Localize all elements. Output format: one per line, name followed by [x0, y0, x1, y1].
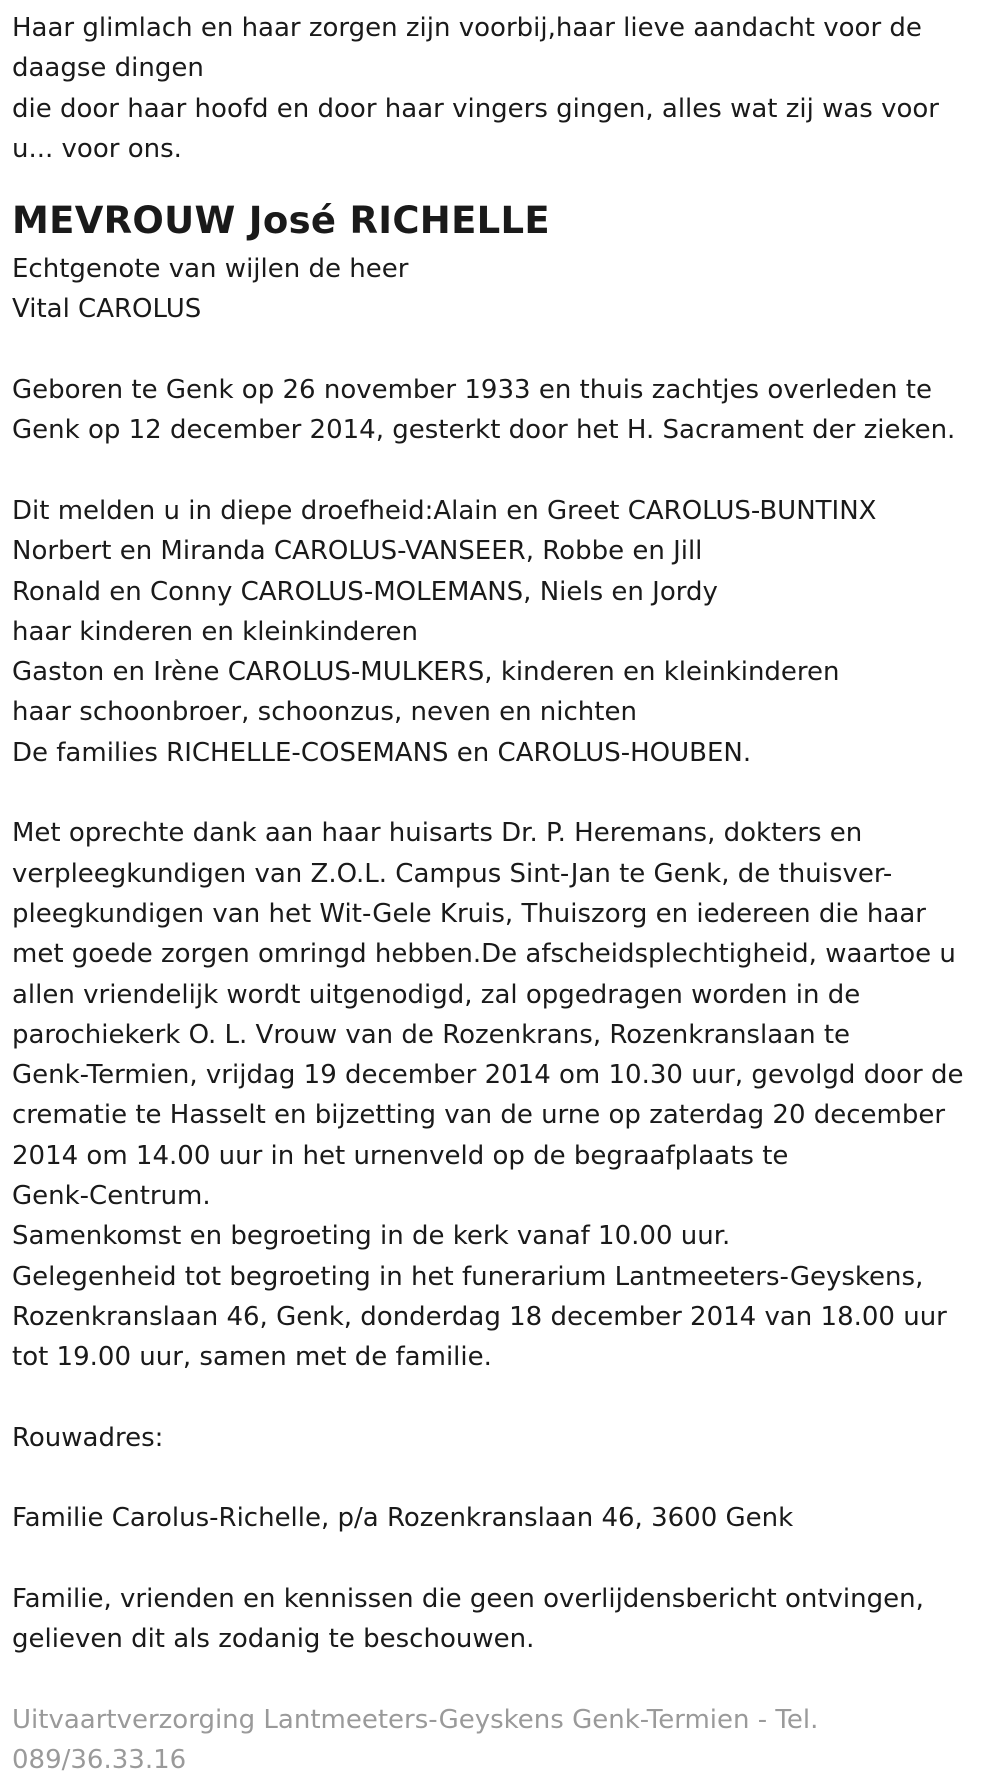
ceremony-line: 2014 om 14.00 uur in het urnenveld op de begraafplaats te [12, 1140, 789, 1171]
spouse-line: Echtgenote van wijlen de heer [12, 254, 409, 285]
ceremony-line: met goede zorgen omringd hebben.De afscheidsplechtigheid, waartoe u [12, 939, 956, 970]
family-line: haar kinderen en kleinkinderen [12, 616, 418, 647]
ceremony-line: Samenkomst en begroeting in de kerk vanaf 10.00 uur. [12, 1221, 731, 1252]
ceremony-line: pleegkundigen van het Wit-Gele Kruis, Thuiszorg en iedereen die haar [12, 898, 926, 929]
birth-death-line: Genk op 12 december 2014, gesterkt door het H. Sacrament der zieken. [12, 415, 956, 446]
address-label [12, 1418, 988, 1458]
family-line: Ronald en Conny CAROLUS-MOLEMANS, Niels en Jordy [12, 576, 718, 607]
intro-poem [12, 8, 988, 169]
ceremony-line: Gelegenheid tot begroeting in het funerarium Lantmeeters-Geyskens, [12, 1261, 924, 1292]
birth-death-line: Geboren te Genk op 26 november 1933 en thuis zachtjes overleden te [12, 375, 932, 406]
address-label-text: Rouwadres: [12, 1422, 164, 1453]
footer-line: Uitvaartverzorging Lantmeeters-Geyskens Genk-Termien - Tel. [12, 1704, 819, 1735]
family-line: Gaston en Irène CAROLUS-MULKERS, kinderen en kleinkinderen [12, 657, 840, 688]
address-value [12, 1498, 988, 1538]
spacer [12, 451, 988, 491]
ceremony-line: Rozenkranslaan 46, Genk, donderdag 18 december 2014 van 18.00 uur [12, 1301, 947, 1332]
ceremony-line: allen vriendelijk wordt uitgenodigd, zal opgedragen worden in de [12, 979, 861, 1010]
spacer [12, 330, 988, 370]
intro-line: die door haar hoofd en door haar vingers gingen, alles wat zij was voor [12, 93, 939, 124]
spacer [12, 1660, 988, 1700]
ceremony-line: Genk-Termien, vrijdag 19 december 2014 om 10.30 uur, gevolgd door de [12, 1060, 964, 1091]
address-value-text: Familie Carolus-Richelle, p/a Rozenkranslaan 46, 3600 Genk [12, 1503, 794, 1534]
ceremony-line: verpleegkundigen van Z.O.L. Campus Sint-Jan te Genk, de thuisver- [12, 858, 893, 889]
ceremony-line: Met oprechte dank aan haar huisarts Dr. P. Heremans, dokters en [12, 818, 863, 849]
notice-line: Familie, vrienden en kennissen die geen overlijdensbericht ontvingen, [12, 1583, 924, 1614]
ceremony-line: tot 19.00 uur, samen met de familie. [12, 1342, 492, 1373]
notice [12, 1579, 988, 1660]
spacer [12, 1458, 988, 1498]
spacer [12, 773, 988, 813]
deceased-name: MEVROUW José RICHELLE [12, 199, 550, 243]
spouse-info [12, 249, 988, 330]
intro-line: daagse dingen [12, 53, 204, 84]
family-line: Norbert en Miranda CAROLUS-VANSEER, Robbe en Jill [12, 536, 703, 567]
ceremony-line: crematie te Hasselt en bijzetting van de urne op zaterdag 20 december [12, 1100, 946, 1131]
family-line: haar schoonbroer, schoonzus, neven en nichten [12, 697, 637, 728]
ceremony-line: Genk-Centrum. [12, 1181, 211, 1212]
family-line: Dit melden u in diepe droefheid:Alain en Greet CAROLUS-BUNTINX [12, 495, 877, 526]
spacer [12, 1539, 988, 1579]
spacer [12, 1378, 988, 1418]
ceremony-line: parochiekerk O. L. Vrouw van de Rozenkrans, Rozenkranslaan te [12, 1019, 851, 1050]
intro-line: Haar glimlach en haar zorgen zijn voorbij,haar lieve aandacht voor de [12, 13, 922, 43]
notice-line: gelieven dit als zodanig te beschouwen. [12, 1624, 535, 1655]
spouse-line: Vital CAROLUS [12, 294, 202, 325]
family-list [12, 491, 988, 773]
thanks-and-ceremony [12, 813, 988, 1377]
birth-death-info [12, 370, 988, 451]
funeral-home-footer [12, 1700, 988, 1781]
family-line: De families RICHELLE-COSEMANS en CAROLUS-HOUBEN. [12, 737, 752, 768]
intro-line: u... voor ons. [12, 133, 182, 164]
footer-line: 089/36.33.16 [12, 1745, 187, 1776]
